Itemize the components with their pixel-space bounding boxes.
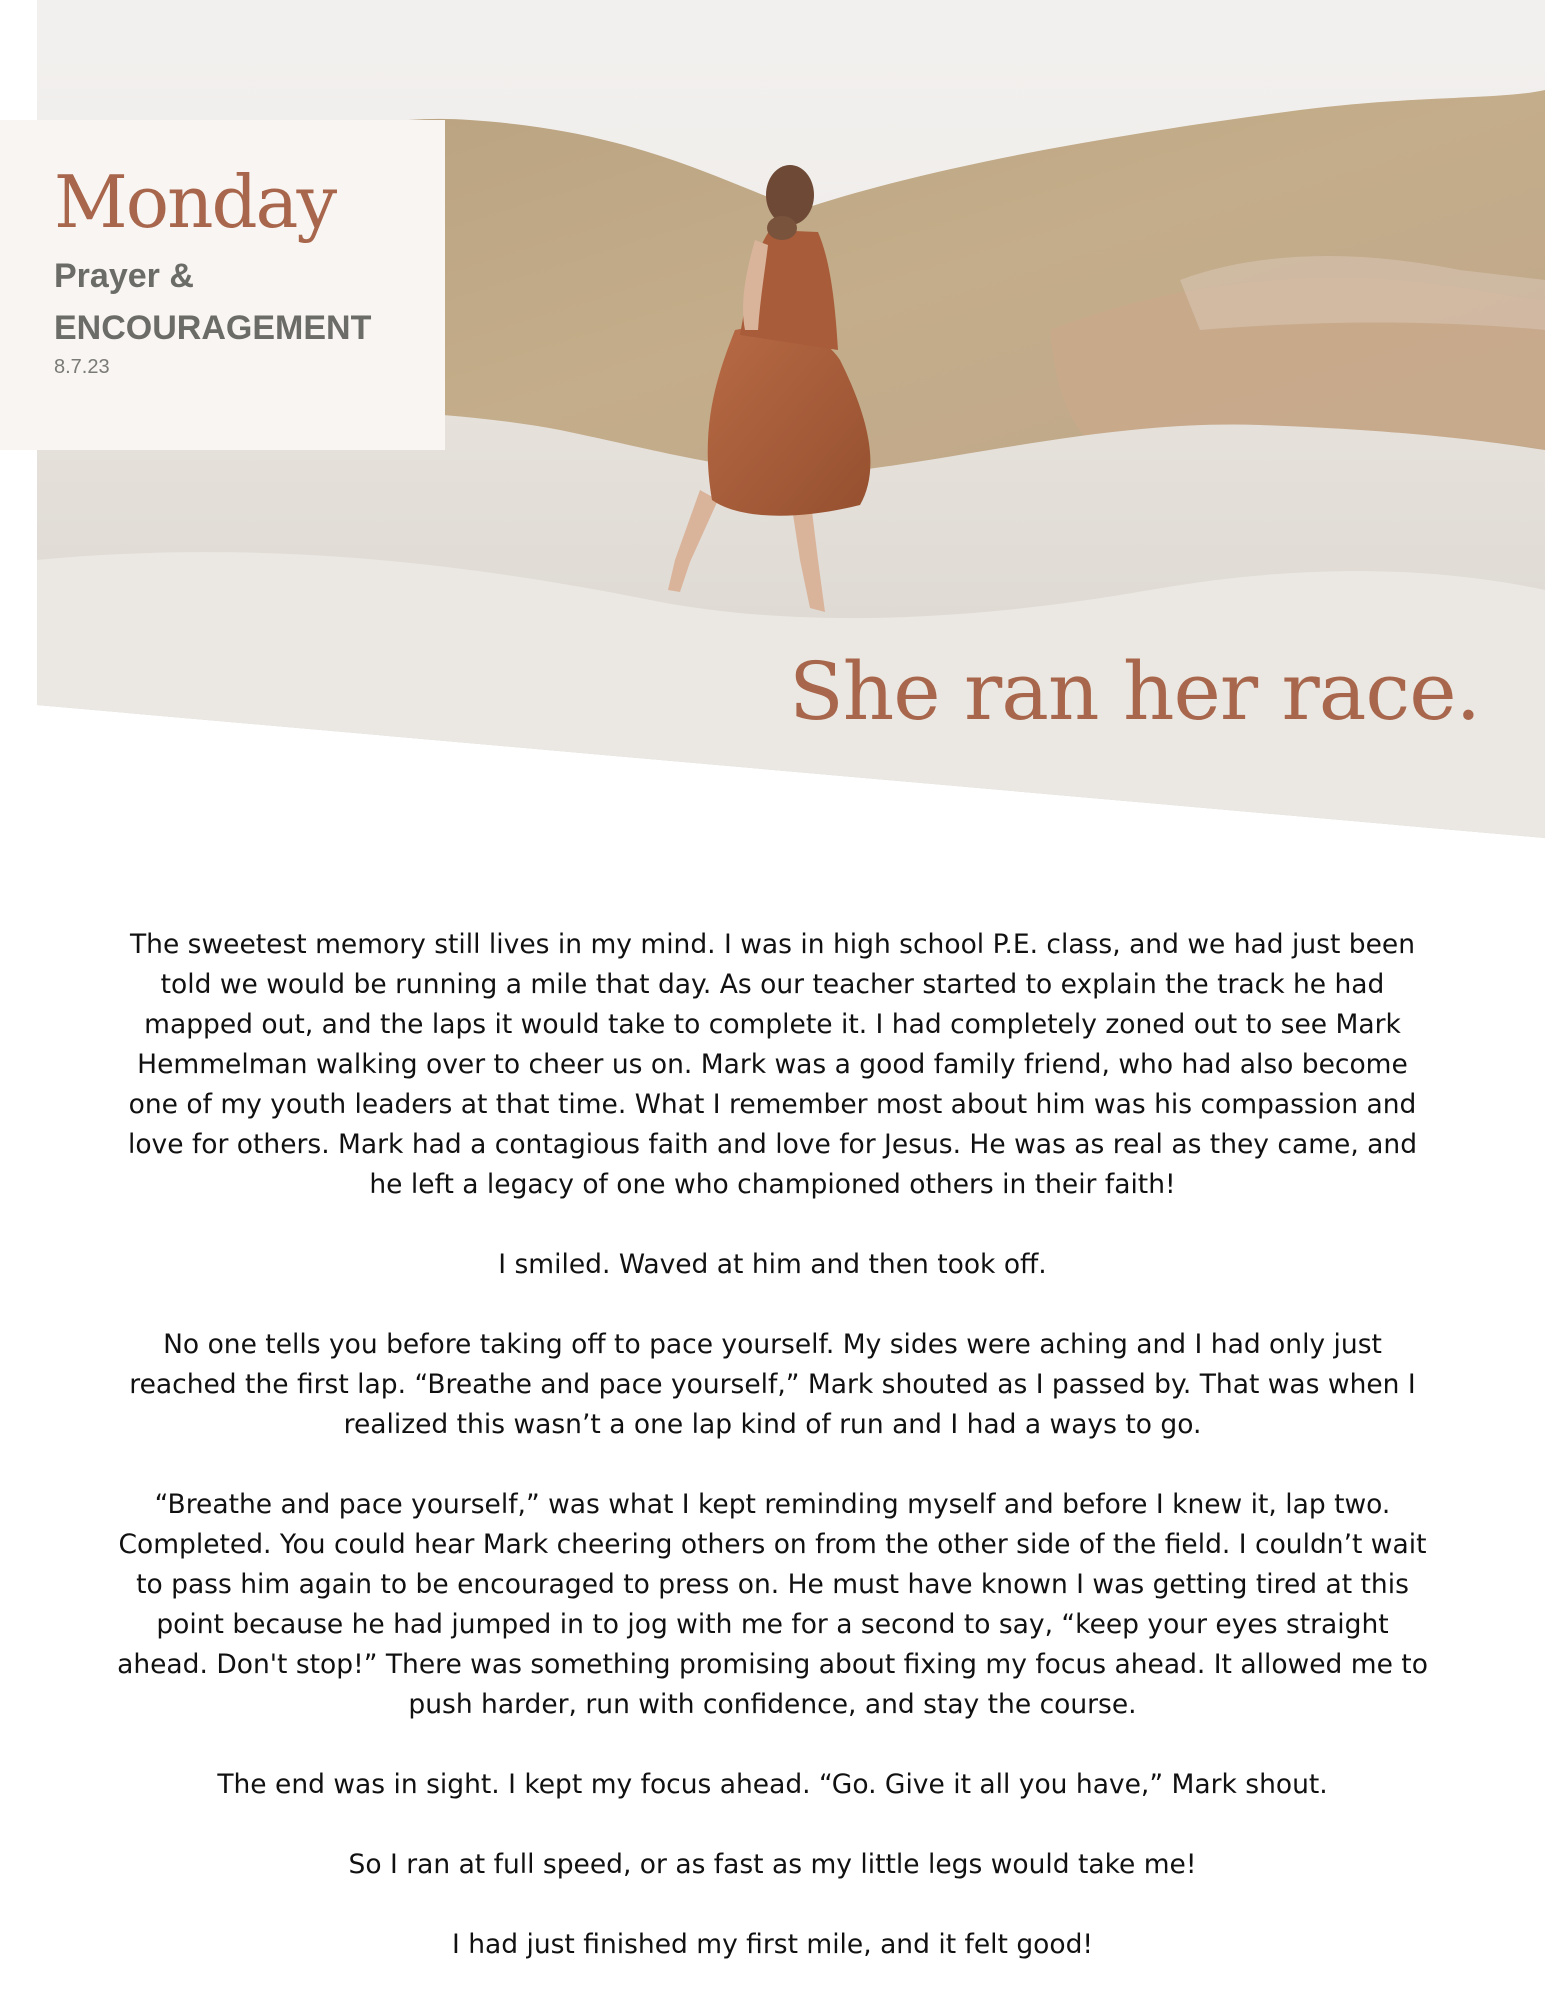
paragraph: “Breathe and pace yourself,” was what I kept reminding myself and before I knew it, lap two. Completed. You could hear Mark cheering others on from the other side of the field. I couldn’t wait to pass him again to be encouraged to press on. He must have known I was getting tired at this point because he had jumped in to jog with me for a second to say, “keep your eyes straight ahead. Don't stop!” There was something promising about fixing my focus ahead. It allowed me to push harder, run with confidence, and stay the course. <box>117 1489 1428 1720</box>
paragraph: I smiled. Waved at him and then took off. <box>498 1249 1047 1280</box>
paragraph: The end was in sight. I kept my focus ahead. “Go. Give it all you have,” Mark shout. <box>217 1769 1328 1800</box>
paragraph: So I ran at full speed, or as fast as my little legs would take me! <box>348 1849 1197 1880</box>
post-date: 8.7.23 <box>54 356 110 378</box>
title-card <box>0 120 445 450</box>
paragraph: The sweetest memory still lives in my mind. I was in high school P.E. class, and we had just been told we would be running a mile that day. As our teacher started to explain the track he had mapped out, and the laps it would take to complete it. I had completely zoned out to see Mark Hemmelman walking over to cheer us on. Mark was a good family friend, who had also become one of my youth leaders at that time. What I remember most about him was his compassion and love for others. Mark had a contagious faith and love for Jesus. He was as real as they came, and he left a legacy of one who championed others in their faith! <box>127 929 1418 1200</box>
paragraph: I had just finished my first mile, and it felt good! <box>451 1929 1094 1960</box>
day-title: Monday <box>54 160 336 244</box>
story-body <box>110 925 1435 2005</box>
paragraph: No one tells you before taking off to pace yourself. My sides were aching and I had only just reached the first lap. “Breathe and pace yourself,” Mark shouted as I passed by. That was when I realized this wasn’t a one lap kind of run and I had a ways to go. <box>129 1329 1416 1440</box>
headline: She ran her race. <box>788 645 1480 738</box>
subtitle-encouragement: ENCOURAGEMENT <box>54 309 372 347</box>
subtitle-prayer: Prayer & <box>54 257 194 295</box>
